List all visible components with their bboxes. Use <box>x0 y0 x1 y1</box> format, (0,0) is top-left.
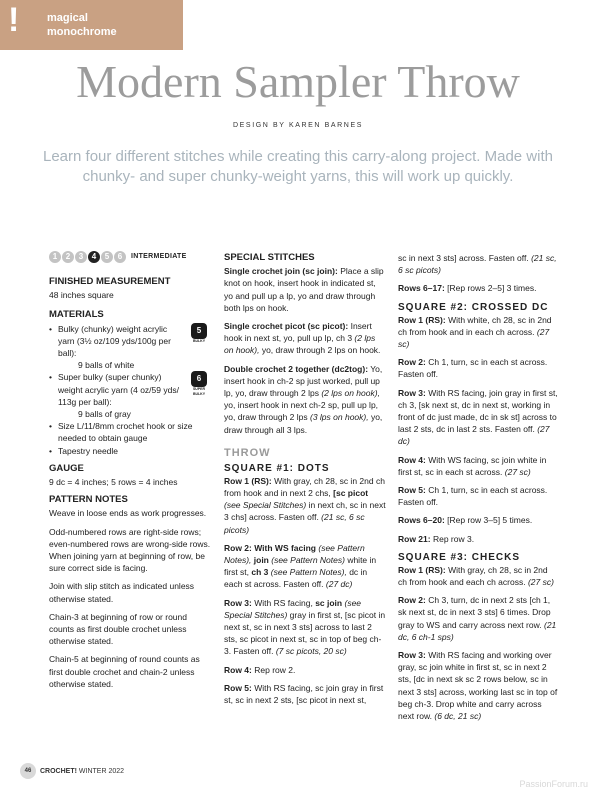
sq1-row-2: Row 2: With WS facing (see Pattern Notes), join (see Pattern Notes) white in first st, ch 3 (see Pattern Notes), dc in each st across. Fasten off. (27 dc) <box>224 542 377 590</box>
column-2 <box>224 252 386 712</box>
sq2-rows-6-20: Rows 6–20: [Rep row 3–5] 5 times. <box>398 515 533 526</box>
column-3 <box>398 252 558 728</box>
finished-text: 48 inches square <box>49 290 114 301</box>
materials-item-yarn2: • Super bulky (super chunky) weight acrylic yarn (4 oz/59 yds/ 113g per ball): 9 balls of gray 6 SUPER BULKY <box>49 371 211 420</box>
finished-heading: FINISHED MEASUREMENT <box>49 276 171 287</box>
skill-level-3: 3 <box>75 251 87 263</box>
sq1-row-5: Row 5: With RS facing, sc join gray in first st, sc in next 2 sts, [sc picot in next st, <box>224 682 384 706</box>
note-2: Odd-numbered rows are right-side rows; even-numbered rows are wrong-side rows. When joining yarn at beginning of row, be sure correct side is facing. <box>49 526 211 574</box>
square-1-heading: SQUARE #1: DOTS <box>224 462 330 474</box>
footer-issue: CROCHET! WINTER 2022 <box>40 768 125 775</box>
sq2-row-2: Row 2: Ch 1, turn, sc in each st across. Fasten off. <box>398 357 548 380</box>
page-title: Modern Sampler Throw <box>76 56 520 107</box>
skill-level-4-active: 4 <box>88 251 100 263</box>
skill-level-label: INTERMEDIATE <box>131 253 187 260</box>
special-stitch-2: Single crochet picot (sc picot): Insert hook in next st, yo, pull up lp, ch 3 (2 lps on hook), yo, draw through 2 lps on hook. <box>224 321 381 356</box>
sq1-row-1: Row 1 (RS): With gray, ch 28, sc in 2nd ch from hook and in next 2 chs, [sc picot (see Special Stitches) in next ch, sc in next 3 chs] across. Fasten off. (21 sc, 6 sc picots) <box>224 475 386 535</box>
throw-heading: THROW <box>224 446 271 459</box>
section-tab-label: magical monochrome <box>47 12 117 38</box>
square-3-heading: SQUARE #3: CHECKS <box>398 551 521 563</box>
section-tab <box>0 0 183 50</box>
sq2-row-21: Row 21: Rep row 3. <box>398 533 475 544</box>
bulky-yarn-badge: 5 BULKY <box>189 323 209 344</box>
gauge-text: 9 dc = 4 inches; 5 rows = 4 inches <box>49 477 178 488</box>
yarn-weight-6-icon: 6 <box>191 371 207 387</box>
column-1 <box>49 250 211 696</box>
byline: DESIGN BY KAREN BARNES <box>233 122 363 129</box>
note-3: Join with slip stitch as indicated unless otherwise stated. <box>49 581 195 604</box>
yarn-weight-5-icon: 5 <box>191 323 207 339</box>
special-stitch-3: Double crochet 2 together (dc2tog): Yo, insert hook in ch-2 sp just worked, pull up lp, yo, draw through 2 lps (2 lps on hook), yo, insert hook in next ch-2 sp, pull up lp, yo, draw through 2 lps (3 lps on hook), yo, draw through all 3 lps. <box>224 363 383 435</box>
materials-heading: MATERIALS <box>49 309 104 321</box>
sq2-row-3: Row 3: With RS facing, join gray in first st, ch 3, [sk next st, dc in next st, working in front of dc just made, dc in sk st] across to last 2 sts, dc in last 2 sts. Fasten off. (27 dc) <box>398 387 558 447</box>
square-2-heading: SQUARE #2: CROSSED DC <box>398 301 549 313</box>
sq3-row-1: Row 1 (RS): With gray, ch 28, sc in 2nd ch from hook and each ch across. (27 sc) <box>398 564 554 588</box>
special-stitch-1: Single crochet join (sc join): Place a slip knot on hook, insert hook in indicated st, yo and pull up a lp, yo and draw through both lps on hook. <box>224 266 384 313</box>
gauge-heading: GAUGE <box>49 462 84 474</box>
skill-level-5: 5 <box>101 251 113 263</box>
exclamation-icon: ! <box>8 1 20 39</box>
page-number: 46 <box>20 763 36 779</box>
sq3-row-3: Row 3: With RS facing and working over gray, sc join white in first st, sc in next 2 sts, [dc in next sk sc 2 rows below, sc in next 3 sts] across, working last sc in top of beg ch-3. Drop white and carry across next row. (6 dc, 21 sc) <box>398 650 558 722</box>
sq1-row-3: Row 3: With RS facing, sc join (see Special Stitches) gray in first st, [sc picot in next st, sc in next 3 sts] across to last 2 sts, sc picot in next st, sc in top of beg ch-3. Fasten off. (7 sc picots, 20 sc) <box>224 597 386 657</box>
super-bulky-yarn-badge: 6 SUPER BULKY <box>189 371 209 397</box>
notes-heading: PATTERN NOTES <box>49 494 128 506</box>
sq2-row-1: Row 1 (RS): With white, ch 28, sc in 2nd ch from hook and in each ch across. (27 sc) <box>398 314 552 350</box>
skill-level <box>49 250 211 264</box>
materials-item-yarn1: • Bulky (chunky) weight acrylic yarn (3½ oz/109 yds/100g per ball): 9 balls of white 5 BULKY <box>49 323 211 372</box>
note-1: Weave in loose ends as work progresses. <box>49 508 207 519</box>
sq2-row-5: Row 5: Ch 1, turn, sc in each st across. Fasten off. <box>398 485 548 508</box>
materials-item-hook: • Size L/11/8mm crochet hook or size needed to obtain gauge <box>49 420 211 444</box>
sq1-row-5-cont: sc in next 3 sts] across. Fasten off. (21 sc, 6 sc picots) <box>398 253 557 276</box>
sq3-row-2: Row 2: Ch 3, turn, dc in next 2 sts [ch 1, sk next st, dc in next 3 sts] 6 times. Drop gray to WS and carry across next row. (21 dc, 6 ch-1 sps) <box>398 595 557 642</box>
intro-text: Learn four different stitches while creating this carry-along project. Made with chunky- and super chunky-weight yarns, this will work up quickly. <box>43 148 553 185</box>
note-4: Chain-3 at beginning of row or round counts as first double crochet unless otherwise stated. <box>49 611 187 647</box>
sq2-row-4: Row 4: With WS facing, sc join white in first st, sc in each st across. (27 sc) <box>398 454 547 477</box>
materials-list <box>49 323 211 457</box>
skill-level-6: 6 <box>114 251 126 263</box>
note-5: Chain-5 at beginning of round counts as first double crochet and chain-2 unless otherwise stated. <box>49 654 200 689</box>
sq1-row-4: Row 4: Rep row 2. <box>224 664 296 675</box>
watermark: PassionForum.ru <box>519 779 588 789</box>
skill-level-1: 1 <box>49 251 61 263</box>
sq1-rows-6-17: Rows 6–17: [Rep rows 2–5] 3 times. <box>398 283 537 294</box>
skill-level-2: 2 <box>62 251 74 263</box>
special-stitches-heading: SPECIAL STITCHES <box>224 252 315 263</box>
materials-item-needle: • Tapestry needle <box>49 445 211 457</box>
